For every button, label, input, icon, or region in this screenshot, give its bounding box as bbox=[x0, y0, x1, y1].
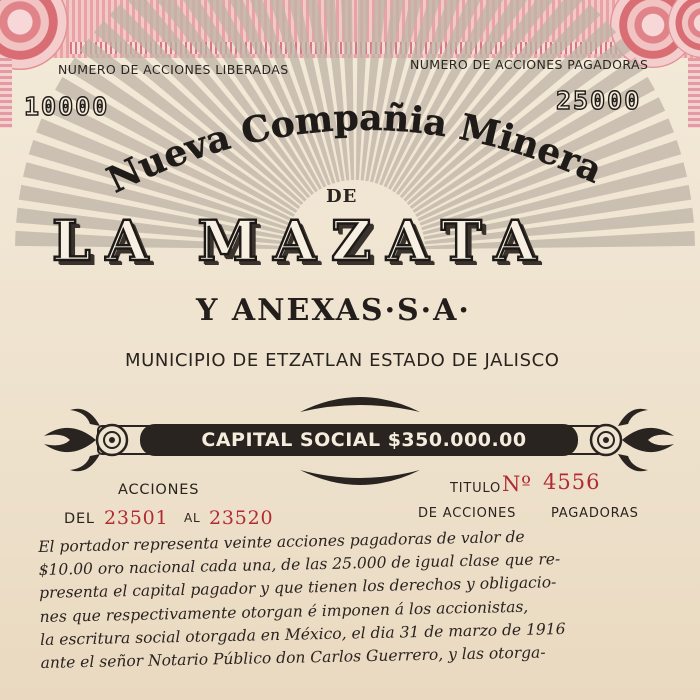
shares-paying-count: 25000 bbox=[556, 86, 642, 115]
titulo-number: 4556 bbox=[543, 470, 601, 494]
body-text-line: $10.00 oro nacional cada una, de las 25.000 de igual clase que re- bbox=[38, 550, 561, 580]
company-name-anexas: Y ANEXAS·S·A· bbox=[196, 293, 471, 328]
capital-social-banner: CAPITAL SOCIAL $350.000.00 bbox=[201, 429, 527, 451]
titulo-label: TITULO bbox=[450, 481, 502, 496]
acciones-label: ACCIONES bbox=[118, 482, 200, 498]
share-range-from: 23501 bbox=[104, 507, 169, 529]
company-name-de: DE bbox=[326, 186, 358, 207]
numero-sign: Nº bbox=[502, 472, 532, 496]
share-range-to: 23520 bbox=[209, 507, 274, 529]
body-text-line: presenta el capital pagador y que tienen los derechos y obligacio- bbox=[39, 573, 557, 603]
location-line: MUNICIPIO DE ETZATLAN ESTADO DE JALISCO bbox=[125, 350, 560, 371]
shares-released-count: 10000 bbox=[24, 92, 110, 121]
certificate-body-text bbox=[38, 522, 700, 675]
company-name-line1-text: Nueva Compañia Minera bbox=[100, 96, 609, 202]
body-text-line: El portador representa veinte acciones pagadoras de valor de bbox=[38, 527, 525, 556]
shares-paying-label: NUMERO DE ACCIONES PAGADORAS bbox=[410, 57, 649, 72]
al-label: AL bbox=[184, 511, 201, 525]
body-text-line: nes que respectivamente otorgan é imponen á los accionistas, bbox=[39, 597, 529, 626]
pagadoras-label: PAGADORAS bbox=[551, 506, 639, 521]
de-acciones-label: DE ACCIONES bbox=[418, 506, 517, 521]
del-label: DEL bbox=[64, 511, 95, 527]
shares-released-label: NUMERO DE ACCIONES LIBERADAS bbox=[58, 62, 289, 77]
body-text-line: ante el señor Notario Público don Carlos Guerrero, y las otorga- bbox=[40, 643, 546, 672]
company-name-la-mazata: LA MAZATA bbox=[52, 208, 552, 273]
body-text-line: la escritura social otorgada en México, el dia 31 de marzo de 1916 bbox=[39, 619, 566, 649]
